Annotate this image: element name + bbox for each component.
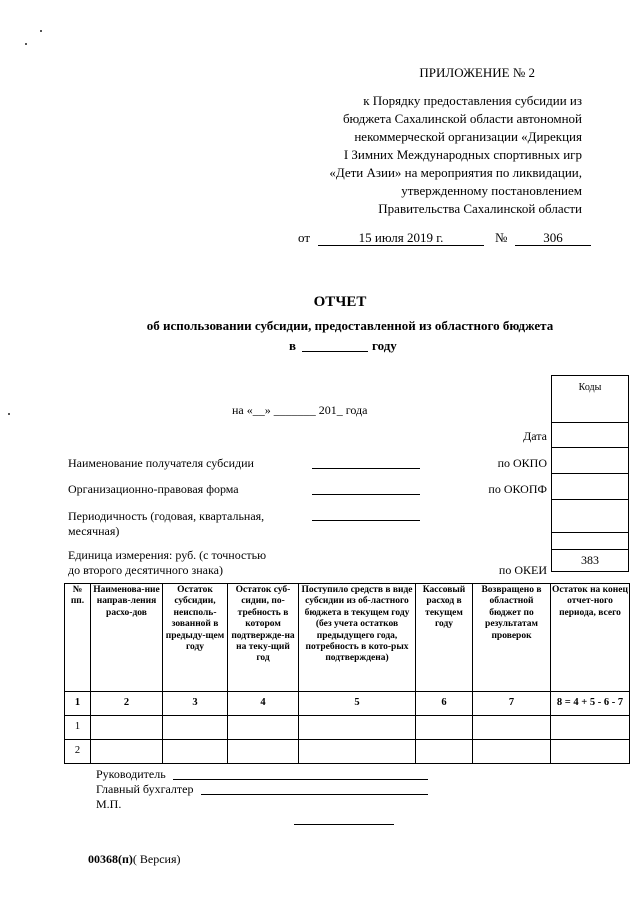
stamp-label: М.П. bbox=[96, 797, 122, 811]
okpo-label: по ОКПО bbox=[497, 456, 547, 470]
periodicity-line: месячная) bbox=[68, 524, 120, 538]
appendix-line: к Порядку предоставления субсидии из bbox=[363, 93, 582, 108]
code-okopf-cell[interactable] bbox=[552, 474, 629, 500]
column-number: 8 = 4 + 5 - 6 - 7 bbox=[551, 692, 630, 716]
year-prefix: в bbox=[289, 338, 297, 353]
version-label: ( Версия) bbox=[132, 852, 181, 866]
table-row bbox=[65, 716, 630, 740]
code-okpo-cell[interactable] bbox=[552, 448, 629, 474]
form-code: 00368(п) bbox=[88, 852, 133, 866]
head-label: Руководитель bbox=[96, 767, 166, 781]
appendix-line: I Зимних Международных спортивных игр bbox=[343, 147, 582, 162]
resolution-date: 15 июля 2019 г. bbox=[358, 230, 444, 245]
column-number: 6 bbox=[416, 692, 473, 716]
table-header-row bbox=[65, 584, 630, 692]
header-cell: № пп. bbox=[65, 584, 91, 692]
data-cell[interactable] bbox=[91, 740, 163, 764]
codes-table bbox=[551, 375, 629, 572]
legal-form-label: Организационно-правовая форма bbox=[68, 482, 239, 496]
data-cell[interactable] bbox=[91, 716, 163, 740]
data-cell[interactable] bbox=[299, 716, 416, 740]
column-number: 3 bbox=[163, 692, 228, 716]
legal-form-field[interactable] bbox=[312, 494, 420, 495]
column-number: 4 bbox=[228, 692, 299, 716]
resolution-number: 306 bbox=[543, 230, 563, 245]
unit-label bbox=[68, 548, 266, 578]
number-underline bbox=[515, 245, 591, 246]
unit-line: до второго десятичного знака) bbox=[68, 563, 223, 577]
separator-line bbox=[294, 824, 394, 825]
table-row bbox=[65, 740, 630, 764]
from-label: от bbox=[298, 230, 311, 245]
code-date-cell[interactable] bbox=[552, 423, 629, 448]
data-cell[interactable] bbox=[551, 740, 630, 764]
year-underline bbox=[302, 351, 368, 352]
appendix-text bbox=[182, 92, 582, 218]
data-cell[interactable] bbox=[163, 740, 228, 764]
periodicity-line: Периодичность (годовая, квартальная, bbox=[68, 509, 265, 523]
appendix-title: ПРИЛОЖЕНИЕ № 2 bbox=[419, 65, 535, 80]
form-version bbox=[88, 852, 181, 867]
scan-speck bbox=[25, 43, 27, 45]
scan-speck bbox=[8, 413, 10, 415]
periodicity-label bbox=[68, 509, 264, 539]
codes-header: Коды bbox=[552, 376, 629, 423]
data-cell[interactable] bbox=[416, 716, 473, 740]
appendix-line: некоммерческой организации «Дирекция bbox=[354, 129, 582, 144]
okei-label: по ОКЕИ bbox=[498, 563, 547, 577]
scan-speck bbox=[40, 30, 42, 32]
data-cell[interactable] bbox=[299, 740, 416, 764]
column-number: 2 bbox=[91, 692, 163, 716]
head-signature-line[interactable] bbox=[173, 779, 428, 780]
accountant-signature-line[interactable] bbox=[201, 794, 428, 795]
data-cell[interactable] bbox=[473, 716, 551, 740]
data-cell[interactable] bbox=[416, 740, 473, 764]
appendix-line: утвержденному постановлением bbox=[401, 183, 582, 198]
report-date-line: на «__» _______ 201_ года bbox=[232, 403, 368, 417]
code-okei-cell: 383 bbox=[552, 550, 629, 572]
row-number: 1 bbox=[65, 716, 91, 740]
column-number: 5 bbox=[299, 692, 416, 716]
report-title: ОТЧЕТ bbox=[313, 294, 367, 310]
periodicity-field[interactable] bbox=[312, 520, 420, 521]
year-suffix: году bbox=[372, 338, 397, 353]
header-cell: Остаток субсидии, неисполь-зованной в предыду-щем году bbox=[163, 584, 228, 692]
date-label: Дата bbox=[523, 429, 547, 443]
okopf-label: по ОКОПФ bbox=[488, 482, 547, 496]
data-cell[interactable] bbox=[163, 716, 228, 740]
column-number: 1 bbox=[65, 692, 91, 716]
header-cell: Возвращено в областной бюджет по результатам проверок bbox=[473, 584, 551, 692]
recipient-field[interactable] bbox=[312, 468, 420, 469]
header-cell: Остаток на конец отчет-ного периода, всего bbox=[551, 584, 630, 692]
appendix-line: «Дети Азии» на мероприятия по ликвидации, bbox=[329, 165, 582, 180]
data-cell[interactable] bbox=[228, 716, 299, 740]
header-cell: Кассовый расход в текущем году bbox=[416, 584, 473, 692]
recipient-label: Наименование получателя субсидии bbox=[68, 456, 254, 470]
data-cell[interactable] bbox=[228, 740, 299, 764]
number-label: № bbox=[495, 230, 508, 245]
code-periodicity-cell[interactable] bbox=[552, 500, 629, 533]
date-underline bbox=[318, 245, 484, 246]
column-number: 7 bbox=[473, 692, 551, 716]
unit-line: Единица измерения: руб. (с точностью bbox=[68, 548, 267, 562]
report-table bbox=[64, 583, 630, 764]
code-empty-cell[interactable] bbox=[552, 533, 629, 550]
report-subtitle: об использовании субсидии, предоставленной из областного бюджета bbox=[146, 318, 554, 333]
column-number-row bbox=[65, 692, 630, 716]
appendix-line: бюджета Сахалинской области автономной bbox=[342, 111, 582, 126]
accountant-label: Главный бухгалтер bbox=[96, 782, 194, 796]
header-cell: Наименова-ние направ-ления расхо-дов bbox=[91, 584, 163, 692]
header-cell: Поступило средств в виде субсидии из об-ластного бюджета в текущем году (без учета остатков предыдущего года, потребность в кото-рых подтверждена) bbox=[299, 584, 416, 692]
data-cell[interactable] bbox=[551, 716, 630, 740]
row-number: 2 bbox=[65, 740, 91, 764]
header-cell: Остаток суб-сидии, по-требность в котором подтвержде-на на теку-щий год bbox=[228, 584, 299, 692]
appendix-line: Правительства Сахалинской области bbox=[378, 201, 582, 216]
data-cell[interactable] bbox=[473, 740, 551, 764]
